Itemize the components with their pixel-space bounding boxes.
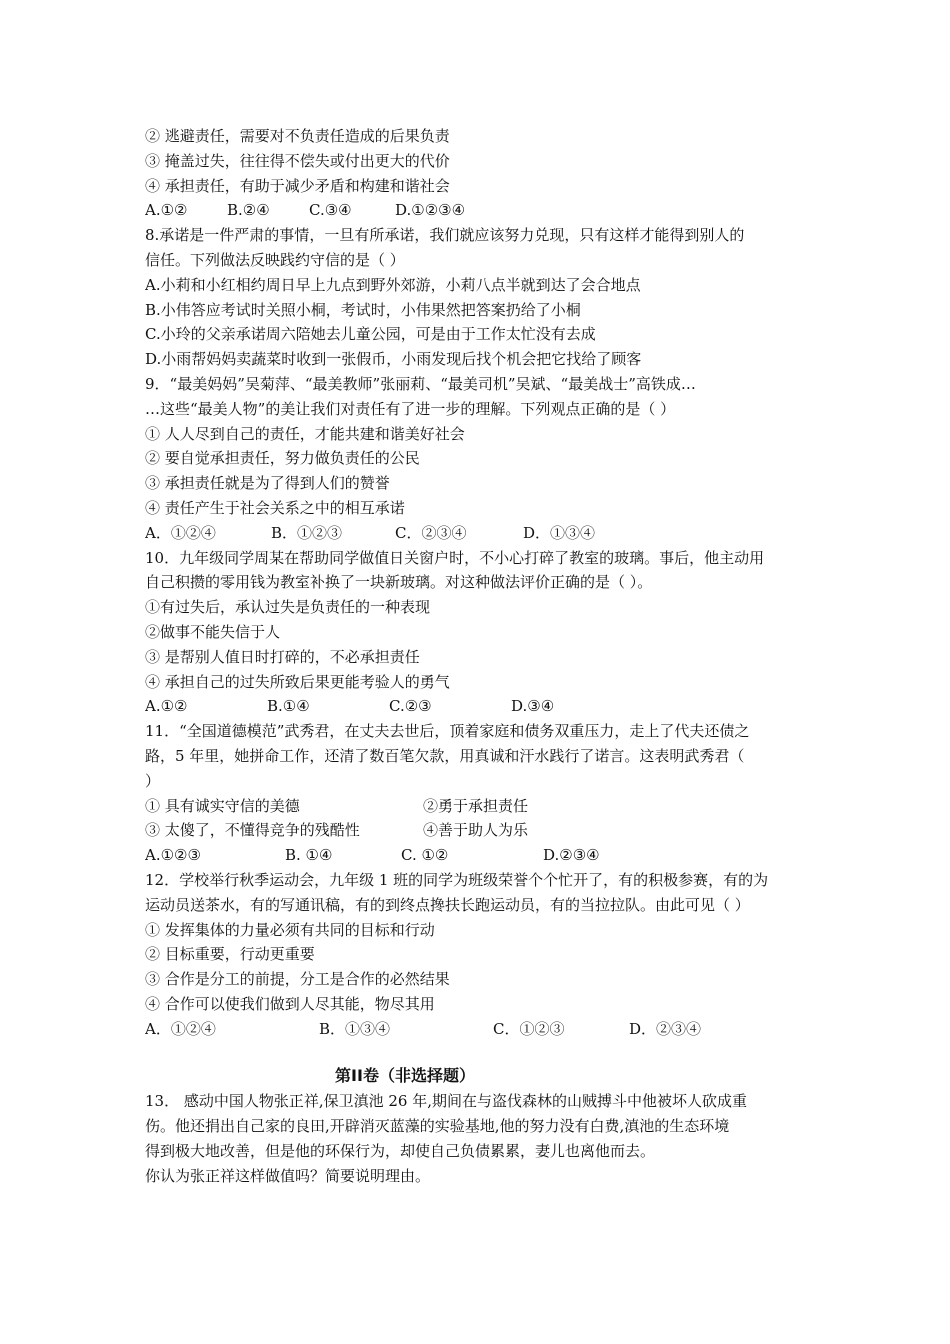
q12-statement-1: ① 发挥集体的力量必须有共同的目标和行动 <box>145 920 435 939</box>
q10-option-d: D.③④ <box>511 697 555 716</box>
q9-options <box>145 521 815 546</box>
q11-statement-1: ① 具有诚实守信的美德 <box>145 796 300 815</box>
q9-statement-3: ③ 承担责任就是为了得到人们的赞誉 <box>145 474 390 493</box>
q9-option-c: C．②③④ <box>395 523 467 542</box>
q11-statements-row-2 <box>145 818 815 843</box>
q11-statement-2: ②勇于承担责任 <box>423 796 529 815</box>
q12-option-a: A．①②④ <box>145 1019 216 1038</box>
q9-option-b: B．①②③ <box>271 523 343 542</box>
q9-option-d: D．①③④ <box>523 523 596 542</box>
q12-statement-3: ③ 合作是分工的前提，分工是合作的必然结果 <box>145 970 450 989</box>
q8-option-b: B.小伟答应考试时关照小桐，考试时，小伟果然把答案扔给了小桐 <box>145 300 581 319</box>
q10-options <box>145 694 815 719</box>
q8-option-a: A.小莉和小红相约周日早上九点到野外郊游，小莉八点半就到达了会合地点 <box>145 275 641 294</box>
q10-statement-1: ①有过失后，承认过失是负责任的一种表现 <box>145 598 431 617</box>
q9-statement-4: ④ 责任产生于社会关系之中的相互承诺 <box>145 498 405 517</box>
q12-options <box>145 1017 815 1042</box>
q8-option-d: D.小雨帮妈妈卖蔬菜时收到一张假币，小雨发现后找个机会把它找给了顾客 <box>145 350 642 369</box>
q11-option-d: D.②③④ <box>543 846 600 865</box>
q11-stem-line-1: 11．“全国道德模范”武秀君，在丈夫去世后，顶着家庭和债务双重压力，走上了代夫还债之 <box>145 722 750 741</box>
q8-stem-line-1: 8.承诺是一件严肃的事情，一旦有所承诺，我们就应该努力兑现，只有这样才能得到别人的 <box>145 226 745 245</box>
q12-stem-line-1: 12．学校举行秋季运动会，九年级 1 班的同学为班级荣誉个个忙开了，有的积极参赛，有的为 <box>145 870 769 889</box>
q10-statement-3: ③ 是帮别人值日时打碎的，不必承担责任 <box>145 647 420 666</box>
q11-stem-line-3: ） <box>145 771 161 790</box>
q7-option-a: A.①② <box>145 201 188 220</box>
q7-options <box>145 198 815 223</box>
q13-line-2: 伤。他还捐出自己家的良田,开辟消灭蓝藻的实验基地,他的努力没有白费,滇池的生态环境 <box>145 1117 730 1136</box>
q13-line-1: 13． 感动中国人物张正祥,保卫滇池 26 年,期间在与盗伐森林的山贼搏斗中他被坏人砍成重 <box>145 1092 748 1111</box>
section-2-title: 第II卷（非选择题） <box>335 1066 475 1086</box>
q8-option-c: C.小玲的父亲承诺周六陪她去儿童公园，可是由于工作太忙没有去成 <box>145 325 596 344</box>
q11-option-c: C. ①② <box>401 846 449 865</box>
q10-option-c: C.②③ <box>389 697 432 716</box>
q7-statement-4: ④ 承担责任，有助于减少矛盾和构建和谐社会 <box>145 176 450 195</box>
q7-statement-3: ③ 掩盖过失，往往得不偿失或付出更大的代价 <box>145 151 450 170</box>
q11-statement-3: ③ 太傻了，不懂得竞争的残酷性 <box>145 821 360 840</box>
q11-option-b: B. ①④ <box>285 846 333 865</box>
q12-option-c: C．①②③ <box>493 1019 565 1038</box>
q12-option-b: B．①③④ <box>319 1019 391 1038</box>
q10-option-a: A.①② <box>145 697 188 716</box>
q10-statement-2: ②做事不能失信于人 <box>145 622 281 641</box>
q11-stem-line-2: 路，5 年里，她拼命工作，还清了数百笔欠款，用真诚和汗水践行了诺言。这表明武秀君（ <box>145 746 745 765</box>
q9-stem-line-2: …这些“最美人物”的美让我们对责任有了进一步的理解。下列观点正确的是（ ） <box>145 399 676 418</box>
q10-stem-line-1: 10．九年级同学周某在帮助同学做值日关窗户时，不小心打碎了教室的玻璃。事后，他主动用 <box>145 548 765 567</box>
q9-statement-2: ② 要自觉承担责任，努力做负责任的公民 <box>145 449 420 468</box>
q7-option-c: C.③④ <box>309 201 352 220</box>
q9-option-a: A．①②④ <box>145 523 216 542</box>
q13-line-3: 得到极大地改善，但是他的环保行为，却使自己负债累累，妻儿也离他而去。 <box>145 1142 656 1161</box>
q7-option-d: D.①②③④ <box>395 201 466 220</box>
q9-stem-line-1: 9．“最美妈妈”吴菊萍、“最美教师”张丽莉、“最美司机”吴斌、“最美战士”高铁成… <box>145 374 696 393</box>
q12-statement-4: ④ 合作可以使我们做到人尽其能，物尽其用 <box>145 994 435 1013</box>
q9-statement-1: ① 人人尽到自己的责任，才能共建和谐美好社会 <box>145 424 465 443</box>
q12-statement-2: ② 目标重要，行动更重要 <box>145 945 315 964</box>
q12-option-d: D．②③④ <box>629 1019 702 1038</box>
q11-statements-row-1 <box>145 794 815 819</box>
q8-stem-line-2: 信任。下列做法反映践约守信的是（ ） <box>145 250 405 269</box>
q13-line-4: 你认为张正祥这样做值吗？简要说明理由。 <box>145 1166 431 1185</box>
q11-options <box>145 843 815 868</box>
q7-statement-2: ② 逃避责任，需要对不负责任造成的后果负责 <box>145 127 450 145</box>
exam-content <box>145 124 815 1189</box>
q12-stem-line-2: 运动员送茶水，有的写通讯稿，有的到终点搀扶长跑运动员，有的当拉拉队。由此可见（ ） <box>145 895 750 914</box>
q10-statement-4: ④ 承担自己的过失所致后果更能考验人的勇气 <box>145 672 450 691</box>
q11-statement-4: ④善于助人为乐 <box>423 821 529 840</box>
q7-option-b: B.②④ <box>227 201 270 220</box>
q11-option-a: A.①②③ <box>145 846 201 865</box>
q10-option-b: B.①④ <box>267 697 310 716</box>
q10-stem-line-2: 自己积攒的零用钱为教室补换了一块新玻璃。对这种做法评价正确的是（ ）。 <box>145 573 653 592</box>
